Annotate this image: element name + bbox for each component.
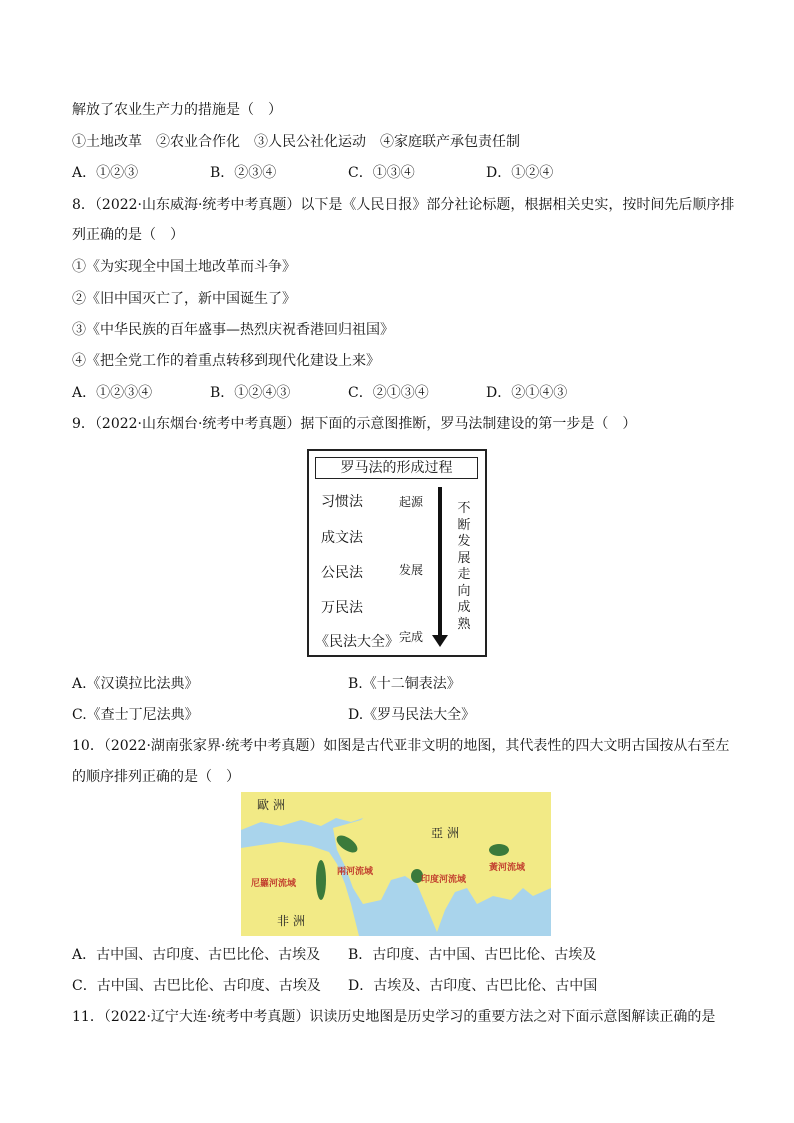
question-7-stem: 解放了农业生产力的措施是（ ） <box>72 102 282 118</box>
map-label-mesopotamia: 兩河流域 <box>337 867 374 877</box>
q9-option-b[interactable]: B.《十二铜表法》 <box>348 676 461 692</box>
q7-option-d[interactable]: D．①②④ <box>486 165 554 181</box>
map-label-asia: 亞洲 <box>431 826 464 840</box>
map-label-africa: 非洲 <box>277 914 310 928</box>
diagram-stage-complete: 完成 <box>399 630 424 644</box>
question-9-stem: 9．（2022·山东烟台·统考中考真题）据下面的示意图推断，罗马法制建设的第一步是（ ） <box>72 416 637 432</box>
question-8-stem-cont: 列正确的是（ ） <box>72 227 184 243</box>
diagram-law-3: 公民法 <box>321 565 363 581</box>
q10-option-c[interactable]: C．古中国、古巴比伦、古印度、古埃及 <box>72 978 321 994</box>
q8-option-d[interactable]: D．②①④③ <box>486 385 568 401</box>
diagram-law-5: 《民法大全》 <box>315 634 399 650</box>
diagram-law-2: 成文法 <box>321 530 363 546</box>
question-10-stem-cont: 的顺序排列正确的是（ ） <box>72 769 240 785</box>
q10-option-d[interactable]: D．古埃及、古印度、古巴比伦、古中国 <box>348 978 598 994</box>
nile-basin <box>316 860 326 900</box>
diagram-stage-develop: 发展 <box>399 563 424 577</box>
map-label-nile: 尼羅河流域 <box>251 879 297 889</box>
afro-asian-civilizations-map <box>241 792 551 936</box>
diagram-law-4: 万民法 <box>321 600 363 616</box>
q9-option-c[interactable]: C.《查士丁尼法典》 <box>72 707 199 723</box>
q8-item-1: ①《为实现全中国土地改革而斗争》 <box>72 259 296 275</box>
question-10-stem: 10．（2022·湖南张家界·统考中考真题）如图是古代亚非文明的地图，其代表性的四大文明古国按从右至左 <box>72 738 730 754</box>
q9-option-a[interactable]: A.《汉谟拉比法典》 <box>72 676 199 692</box>
question-11-stem: 11．（2022·辽宁大连·统考中考真题）识读历史地图是历史学习的重要方法之对下面示意图解读正确的是 <box>72 1009 716 1025</box>
q9-option-d[interactable]: D.《罗马民法大全》 <box>348 707 476 723</box>
map-label-indus: 印度河流域 <box>421 875 467 885</box>
diagram-vertical-text: 不断发展走向成熟 <box>457 501 471 632</box>
diagram-law-1: 习惯法 <box>321 494 363 510</box>
diagram-arrow-shaft <box>438 487 442 637</box>
map-label-yellow-river: 黃河流域 <box>489 863 526 873</box>
question-7-items: ①土地改革 ②农业合作化 ③人民公社化运动 ④家庭联产承包责任制 <box>72 134 520 150</box>
q8-item-4: ④《把全党工作的着重点转移到现代化建设上来》 <box>72 353 380 369</box>
q8-option-b[interactable]: B．①②④③ <box>210 385 291 401</box>
q7-option-b[interactable]: B．②③④ <box>210 165 277 181</box>
q8-option-c[interactable]: C．②①③④ <box>348 385 429 401</box>
diagram-arrow-head <box>432 635 448 647</box>
q10-option-a[interactable]: A．古中国、古印度、古巴比伦、古埃及 <box>72 947 321 963</box>
roman-law-diagram <box>307 449 487 657</box>
q7-option-a[interactable]: A．①②③ <box>72 165 139 181</box>
q8-item-3: ③《中华民族的百年盛事—热烈庆祝香港回归祖国》 <box>72 322 394 338</box>
map-label-europe: 歐洲 <box>257 798 290 812</box>
q8-option-a[interactable]: A．①②③④ <box>72 385 153 401</box>
q8-item-2: ②《旧中国灭亡了，新中国诞生了》 <box>72 291 296 307</box>
diagram-stage-origin: 起源 <box>399 495 424 509</box>
q7-option-c[interactable]: C．①③④ <box>348 165 415 181</box>
q10-option-b[interactable]: B．古印度、古中国、古巴比伦、古埃及 <box>348 947 597 963</box>
diagram-title: 罗马法的形成过程 <box>315 457 478 479</box>
yellow-river-basin <box>489 844 509 856</box>
question-8-stem: 8．（2022·山东威海·统考中考真题）以下是《人民日报》部分社论标题，根据相关史实，按时间先后顺序排 <box>72 197 735 213</box>
